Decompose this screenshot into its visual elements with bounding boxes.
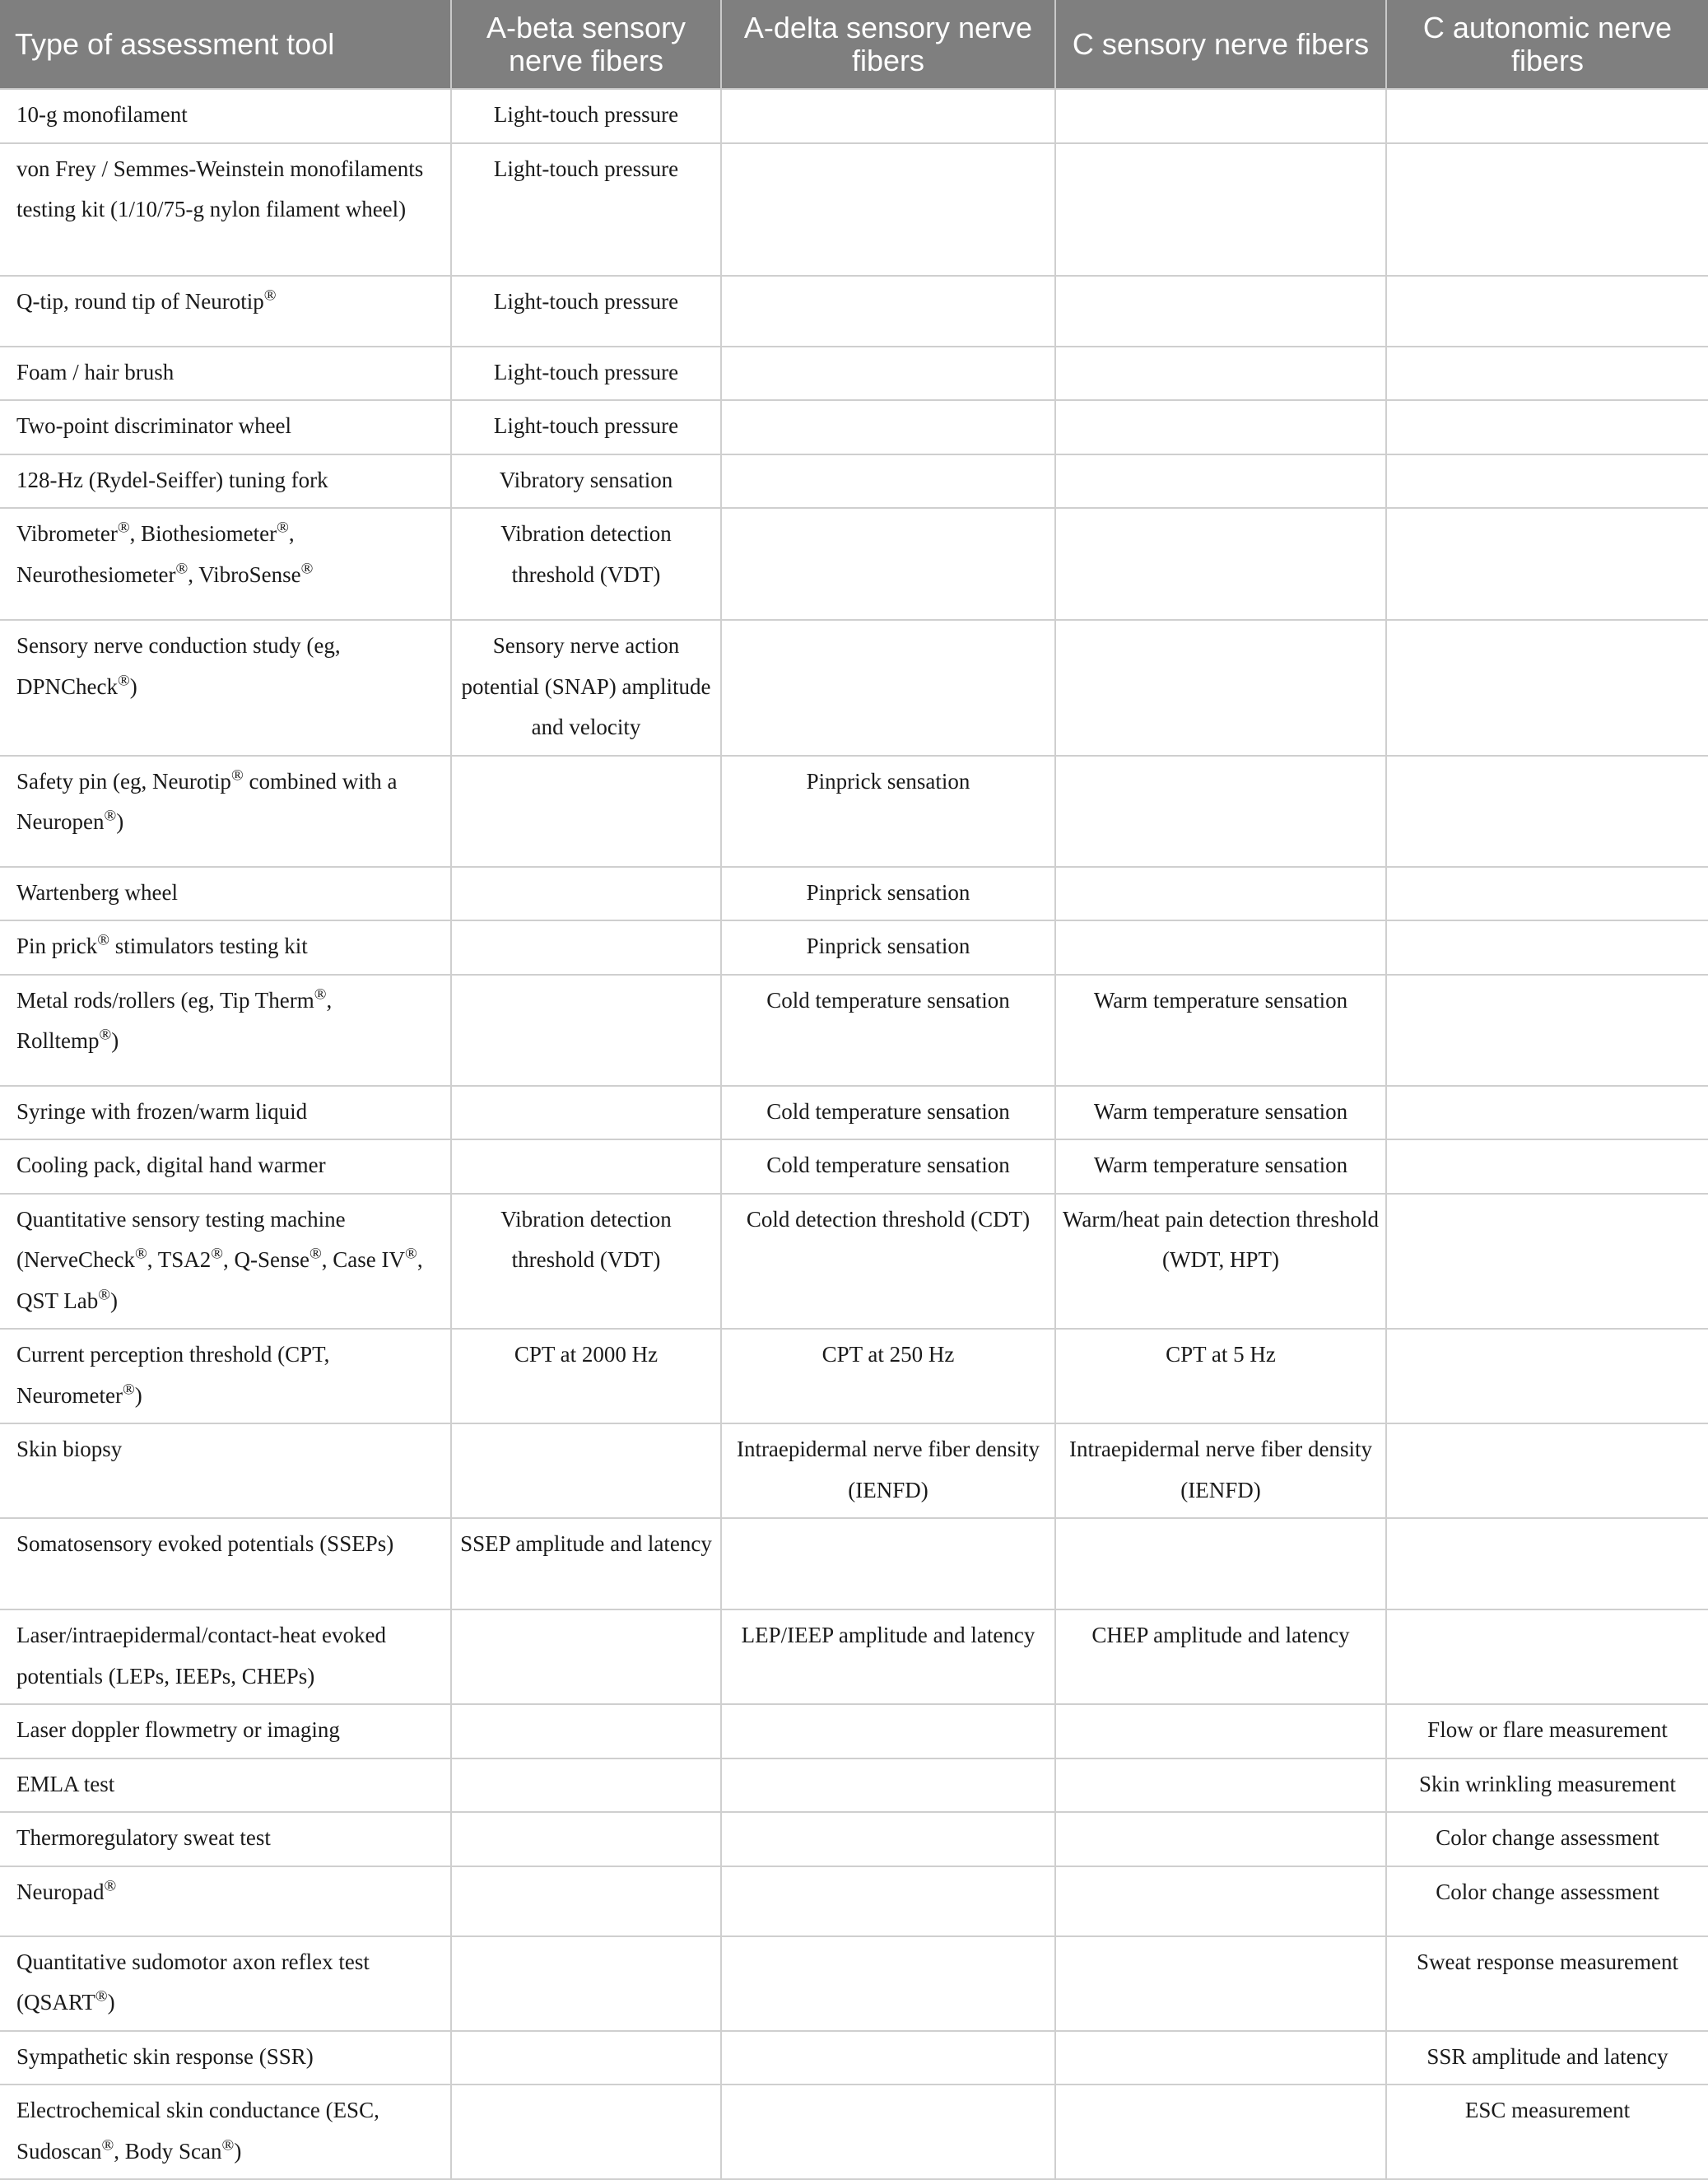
cell-a-delta xyxy=(721,1329,1055,1423)
table-row xyxy=(0,1936,1708,2031)
cell-c-autonomic xyxy=(1386,276,1708,347)
cell-a-beta xyxy=(451,1086,721,1140)
cell-assessment-tool xyxy=(0,620,451,756)
cell-c-autonomic xyxy=(1386,1812,1708,1866)
cell-a-delta-text: Cold temperature sensation xyxy=(766,1153,1010,1177)
cell-a-delta xyxy=(721,1423,1055,1518)
cell-a-delta xyxy=(721,1139,1055,1194)
cell-c-autonomic-text: Color change assessment xyxy=(1436,1879,1659,1904)
cell-a-delta-text: Pinprick sensation xyxy=(806,934,970,958)
cell-a-delta xyxy=(721,2085,1055,2179)
cell-a-beta xyxy=(451,1758,721,1813)
cell-c-autonomic-text: SSR amplitude and latency xyxy=(1426,2043,1668,2069)
cell-assessment-tool xyxy=(0,1609,451,1704)
table-row xyxy=(0,975,1708,1086)
cell-a-beta xyxy=(451,1812,721,1866)
cell-assessment-tool-text: Q-tip, round tip of Neurotip® xyxy=(16,286,277,314)
cell-c-autonomic xyxy=(1386,867,1708,921)
cell-a-beta xyxy=(451,454,721,509)
cell-assessment-tool xyxy=(0,975,451,1086)
cell-assessment-tool xyxy=(0,400,451,454)
cell-assessment-tool xyxy=(0,1866,451,1936)
cell-c-autonomic xyxy=(1386,975,1708,1086)
cell-a-beta-text: Light-touch pressure xyxy=(493,359,679,384)
cell-a-delta xyxy=(721,89,1055,143)
cell-a-beta xyxy=(451,1194,721,1330)
cell-assessment-tool xyxy=(0,1139,451,1194)
cell-c-autonomic xyxy=(1386,1609,1708,1704)
cell-assessment-tool-text: Quantitative sensory testing machine (NerveCheck®, TSA2®, Q-Sense®, Case IV®, QST Lab®) xyxy=(16,1206,423,1313)
cell-assessment-tool-text: Quantitative sudomotor axon reflex test (QSART®) xyxy=(16,1949,370,2015)
cell-c-sensory-text: Warm temperature sensation xyxy=(1093,1098,1348,1124)
cell-c-sensory xyxy=(1055,1812,1386,1866)
cell-a-delta xyxy=(721,867,1055,921)
cell-assessment-tool-text: 128-Hz (Rydel-Seiffer) tuning fork xyxy=(16,467,328,492)
cell-c-autonomic xyxy=(1386,2031,1708,2085)
cell-assessment-tool xyxy=(0,867,451,921)
cell-a-delta-text: CPT at 250 Hz xyxy=(821,1342,955,1367)
table-row xyxy=(0,1139,1708,1194)
cell-a-delta xyxy=(721,920,1055,975)
cell-c-autonomic xyxy=(1386,400,1708,454)
cell-a-beta-text: Sensory nerve action potential (SNAP) amplitude and velocity xyxy=(461,633,711,739)
cell-a-beta-text: Vibration detection threshold (VDT) xyxy=(500,521,672,587)
cell-a-beta xyxy=(451,143,721,276)
cell-a-beta xyxy=(451,89,721,143)
cell-a-delta xyxy=(721,1758,1055,1813)
table-row xyxy=(0,1086,1708,1140)
cell-a-delta-text: Pinprick sensation xyxy=(806,768,970,794)
cell-c-sensory xyxy=(1055,454,1386,509)
cell-assessment-tool xyxy=(0,1423,451,1518)
header-a-delta: A-delta sensory nerve fibers xyxy=(721,0,1055,89)
header-assessment-tool: Type of assessment tool xyxy=(0,0,451,89)
cell-c-sensory xyxy=(1055,1936,1386,2031)
cell-assessment-tool xyxy=(0,347,451,401)
cell-a-beta xyxy=(451,975,721,1086)
cell-a-delta-text: Pinprick sensation xyxy=(806,879,970,905)
table-row xyxy=(0,1423,1708,1518)
cell-c-autonomic xyxy=(1386,1329,1708,1423)
cell-a-delta xyxy=(721,1704,1055,1758)
cell-assessment-tool xyxy=(0,920,451,975)
cell-a-beta-text: Vibration detection threshold (VDT) xyxy=(500,1206,672,1272)
cell-c-sensory xyxy=(1055,1518,1386,1609)
cell-assessment-tool-text: Laser doppler flowmetry or imaging xyxy=(16,1717,340,1742)
cell-assessment-tool-text: Foam / hair brush xyxy=(16,359,175,384)
cell-assessment-tool xyxy=(0,1086,451,1140)
cell-c-autonomic xyxy=(1386,508,1708,620)
cell-assessment-tool-text: Neuropad® xyxy=(16,1876,117,1904)
cell-c-sensory xyxy=(1055,1086,1386,1140)
cell-a-beta xyxy=(451,756,721,867)
cell-c-sensory xyxy=(1055,1758,1386,1813)
cell-a-beta xyxy=(451,1423,721,1518)
cell-assessment-tool xyxy=(0,2031,451,2085)
cell-a-beta xyxy=(451,1936,721,2031)
table-row xyxy=(0,1866,1708,1936)
cell-c-sensory-text: Warm temperature sensation xyxy=(1093,987,1348,1013)
cell-c-autonomic xyxy=(1386,1758,1708,1813)
cell-a-beta xyxy=(451,508,721,620)
cell-c-sensory-text: CPT at 5 Hz xyxy=(1166,1342,1276,1367)
cell-a-beta xyxy=(451,1139,721,1194)
cell-a-delta-text: Cold temperature sensation xyxy=(766,1098,1010,1124)
cell-a-beta xyxy=(451,347,721,401)
cell-assessment-tool-text: 10-g monofilament xyxy=(16,102,188,127)
cell-c-sensory xyxy=(1055,1704,1386,1758)
cell-a-beta-text: Light-touch pressure xyxy=(493,413,679,438)
cell-a-beta-text: Light-touch pressure xyxy=(493,288,679,314)
cell-a-delta xyxy=(721,1609,1055,1704)
cell-c-sensory xyxy=(1055,920,1386,975)
cell-assessment-tool-text: Skin biopsy xyxy=(16,1437,123,1461)
cell-assessment-tool-text: Wartenberg wheel xyxy=(16,879,178,905)
cell-assessment-tool-text: Somatosensory evoked potentials (SSEPs) xyxy=(16,1531,394,1556)
cell-a-beta-text: Vibratory sensation xyxy=(499,467,673,492)
cell-c-sensory xyxy=(1055,1866,1386,1936)
table-row xyxy=(0,1758,1708,1813)
cell-c-autonomic xyxy=(1386,1194,1708,1330)
cell-assessment-tool-text: Sensory nerve conduction study (eg, DPNCheck®) xyxy=(16,633,341,699)
cell-c-autonomic xyxy=(1386,1518,1708,1609)
cell-a-beta-text: Light-touch pressure xyxy=(493,156,679,181)
cell-c-sensory xyxy=(1055,508,1386,620)
cell-c-sensory xyxy=(1055,347,1386,401)
cell-assessment-tool xyxy=(0,1194,451,1330)
table-row xyxy=(0,508,1708,620)
cell-a-delta xyxy=(721,975,1055,1086)
cell-a-delta-text: Intraepidermal nerve fiber density (IENFD) xyxy=(736,1437,1040,1502)
table-row xyxy=(0,1194,1708,1330)
cell-assessment-tool xyxy=(0,1936,451,2031)
cell-assessment-tool-text: Metal rods/rollers (eg, Tip Therm®, Rolltemp®) xyxy=(16,985,333,1053)
cell-assessment-tool-text: EMLA test xyxy=(16,1771,115,1796)
cell-a-beta-text: Light-touch pressure xyxy=(493,102,679,127)
table-row xyxy=(0,454,1708,509)
cell-c-autonomic-text: ESC measurement xyxy=(1464,2098,1631,2122)
cell-c-autonomic xyxy=(1386,2085,1708,2179)
cell-a-delta xyxy=(721,1518,1055,1609)
table-row xyxy=(0,756,1708,867)
header-a-beta: A-beta sensory nerve fibers xyxy=(451,0,721,89)
cell-c-autonomic xyxy=(1386,1704,1708,1758)
table-row xyxy=(0,1609,1708,1704)
cell-c-autonomic xyxy=(1386,1139,1708,1194)
cell-a-delta xyxy=(721,400,1055,454)
table-row xyxy=(0,347,1708,401)
cell-a-beta-text: CPT at 2000 Hz xyxy=(514,1342,659,1367)
cell-c-sensory xyxy=(1055,143,1386,276)
cell-c-sensory xyxy=(1055,620,1386,756)
cell-a-beta xyxy=(451,920,721,975)
cell-a-delta xyxy=(721,620,1055,756)
cell-assessment-tool xyxy=(0,1329,451,1423)
cell-assessment-tool xyxy=(0,1518,451,1609)
cell-c-autonomic xyxy=(1386,347,1708,401)
cell-assessment-tool xyxy=(0,143,451,276)
cell-c-sensory xyxy=(1055,2085,1386,2179)
cell-c-sensory xyxy=(1055,276,1386,347)
cell-c-autonomic-text: Flow or flare measurement xyxy=(1427,1717,1668,1742)
cell-a-beta xyxy=(451,2031,721,2085)
cell-a-delta xyxy=(721,1866,1055,1936)
cell-c-autonomic xyxy=(1386,143,1708,276)
cell-a-beta xyxy=(451,867,721,921)
table-row xyxy=(0,620,1708,756)
cell-a-delta-text: Cold detection threshold (CDT) xyxy=(746,1206,1031,1232)
cell-c-sensory-text: Warm/heat pain detection threshold (WDT, HPT) xyxy=(1063,1206,1379,1272)
table-row xyxy=(0,2085,1708,2179)
cell-a-delta xyxy=(721,454,1055,509)
cell-a-delta-text: LEP/IEEP amplitude and latency xyxy=(741,1623,1036,1647)
cell-a-beta-text: SSEP amplitude and latency xyxy=(460,1531,712,1556)
table-row xyxy=(0,1812,1708,1866)
cell-a-delta xyxy=(721,1086,1055,1140)
cell-c-sensory xyxy=(1055,867,1386,921)
cell-assessment-tool-text: Sympathetic skin response (SSR) xyxy=(16,2043,314,2069)
cell-c-autonomic xyxy=(1386,1866,1708,1936)
cell-a-beta xyxy=(451,1329,721,1423)
cell-a-beta xyxy=(451,1518,721,1609)
table-row xyxy=(0,1329,1708,1423)
table-row xyxy=(0,400,1708,454)
cell-assessment-tool xyxy=(0,454,451,509)
cell-a-beta xyxy=(451,1609,721,1704)
cell-assessment-tool-text: Thermoregulatory sweat test xyxy=(16,1825,271,1850)
table-row xyxy=(0,143,1708,276)
cell-assessment-tool-text: Laser/intraepidermal/contact-heat evoked potentials (LEPs, IEEPs, CHEPs) xyxy=(16,1623,387,1689)
cell-c-sensory xyxy=(1055,1329,1386,1423)
cell-c-autonomic-text: Color change assessment xyxy=(1436,1825,1659,1850)
table-header-row xyxy=(0,0,1708,89)
cell-c-sensory xyxy=(1055,1609,1386,1704)
cell-c-autonomic xyxy=(1386,454,1708,509)
table-row xyxy=(0,867,1708,921)
cell-assessment-tool-text: Safety pin (eg, Neurotip® combined with a Neuropen®) xyxy=(16,766,398,834)
cell-assessment-tool xyxy=(0,1812,451,1866)
cell-a-beta xyxy=(451,1704,721,1758)
cell-c-sensory xyxy=(1055,400,1386,454)
cell-assessment-tool xyxy=(0,276,451,347)
cell-a-delta xyxy=(721,1936,1055,2031)
cell-c-autonomic xyxy=(1386,89,1708,143)
table-row xyxy=(0,276,1708,347)
cell-a-delta xyxy=(721,276,1055,347)
cell-c-autonomic xyxy=(1386,620,1708,756)
cell-a-delta xyxy=(721,508,1055,620)
cell-c-sensory-text: Warm temperature sensation xyxy=(1093,1153,1348,1177)
cell-c-sensory xyxy=(1055,756,1386,867)
cell-a-delta xyxy=(721,347,1055,401)
cell-c-sensory xyxy=(1055,1423,1386,1518)
cell-c-sensory xyxy=(1055,975,1386,1086)
cell-a-beta xyxy=(451,276,721,347)
cell-assessment-tool xyxy=(0,2085,451,2179)
table-body xyxy=(0,89,1708,2179)
header-c-autonomic: C autonomic nerve fibers xyxy=(1386,0,1708,89)
cell-c-sensory xyxy=(1055,1139,1386,1194)
cell-assessment-tool xyxy=(0,508,451,620)
cell-c-autonomic-text: Skin wrinkling measurement xyxy=(1419,1771,1676,1796)
cell-assessment-tool-text: Syringe with frozen/warm liquid xyxy=(16,1098,308,1124)
cell-a-beta xyxy=(451,2085,721,2179)
cell-assessment-tool-text: von Frey / Semmes-Weinstein monofilaments testing kit (1/10/75-g nylon filament wheel) xyxy=(16,156,424,221)
table-row xyxy=(0,1518,1708,1609)
cell-a-delta xyxy=(721,1812,1055,1866)
table-row xyxy=(0,1704,1708,1758)
cell-a-delta-text: Cold temperature sensation xyxy=(766,987,1010,1013)
cell-a-beta xyxy=(451,1866,721,1936)
cell-assessment-tool xyxy=(0,1704,451,1758)
cell-assessment-tool-text: Two-point discriminator wheel xyxy=(16,413,292,438)
cell-assessment-tool-text: Pin prick® stimulators testing kit xyxy=(16,931,308,958)
cell-c-sensory-text: CHEP amplitude and latency xyxy=(1091,1623,1350,1647)
cell-assessment-tool-text: Current perception threshold (CPT, Neurometer®) xyxy=(16,1342,330,1408)
cell-c-sensory-text: Intraepidermal nerve fiber density (IENFD) xyxy=(1068,1437,1373,1502)
cell-c-autonomic xyxy=(1386,1936,1708,2031)
table-row xyxy=(0,920,1708,975)
cell-c-autonomic xyxy=(1386,756,1708,867)
cell-a-beta xyxy=(451,400,721,454)
cell-a-delta xyxy=(721,756,1055,867)
cell-c-sensory xyxy=(1055,1194,1386,1330)
cell-c-autonomic-text: Sweat response measurement xyxy=(1417,1949,1678,1974)
cell-c-autonomic xyxy=(1386,1086,1708,1140)
cell-assessment-tool-text: Cooling pack, digital hand warmer xyxy=(16,1153,326,1177)
cell-a-beta xyxy=(451,620,721,756)
cell-assessment-tool xyxy=(0,1758,451,1813)
cell-assessment-tool xyxy=(0,89,451,143)
cell-a-delta xyxy=(721,1194,1055,1330)
cell-a-delta xyxy=(721,143,1055,276)
cell-a-delta xyxy=(721,2031,1055,2085)
cell-assessment-tool xyxy=(0,756,451,867)
header-c-sensory: C sensory nerve fibers xyxy=(1055,0,1386,89)
cell-assessment-tool-text: Vibrometer®, Biothesiometer®, Neurothesiometer®, VibroSense® xyxy=(16,519,314,587)
cell-c-sensory xyxy=(1055,2031,1386,2085)
cell-c-autonomic xyxy=(1386,1423,1708,1518)
table-row xyxy=(0,89,1708,143)
cell-assessment-tool-text: Electrochemical skin conductance (ESC, Sudoscan®, Body Scan®) xyxy=(16,2098,379,2164)
cell-c-sensory xyxy=(1055,89,1386,143)
table-row xyxy=(0,2031,1708,2085)
cell-c-autonomic xyxy=(1386,920,1708,975)
